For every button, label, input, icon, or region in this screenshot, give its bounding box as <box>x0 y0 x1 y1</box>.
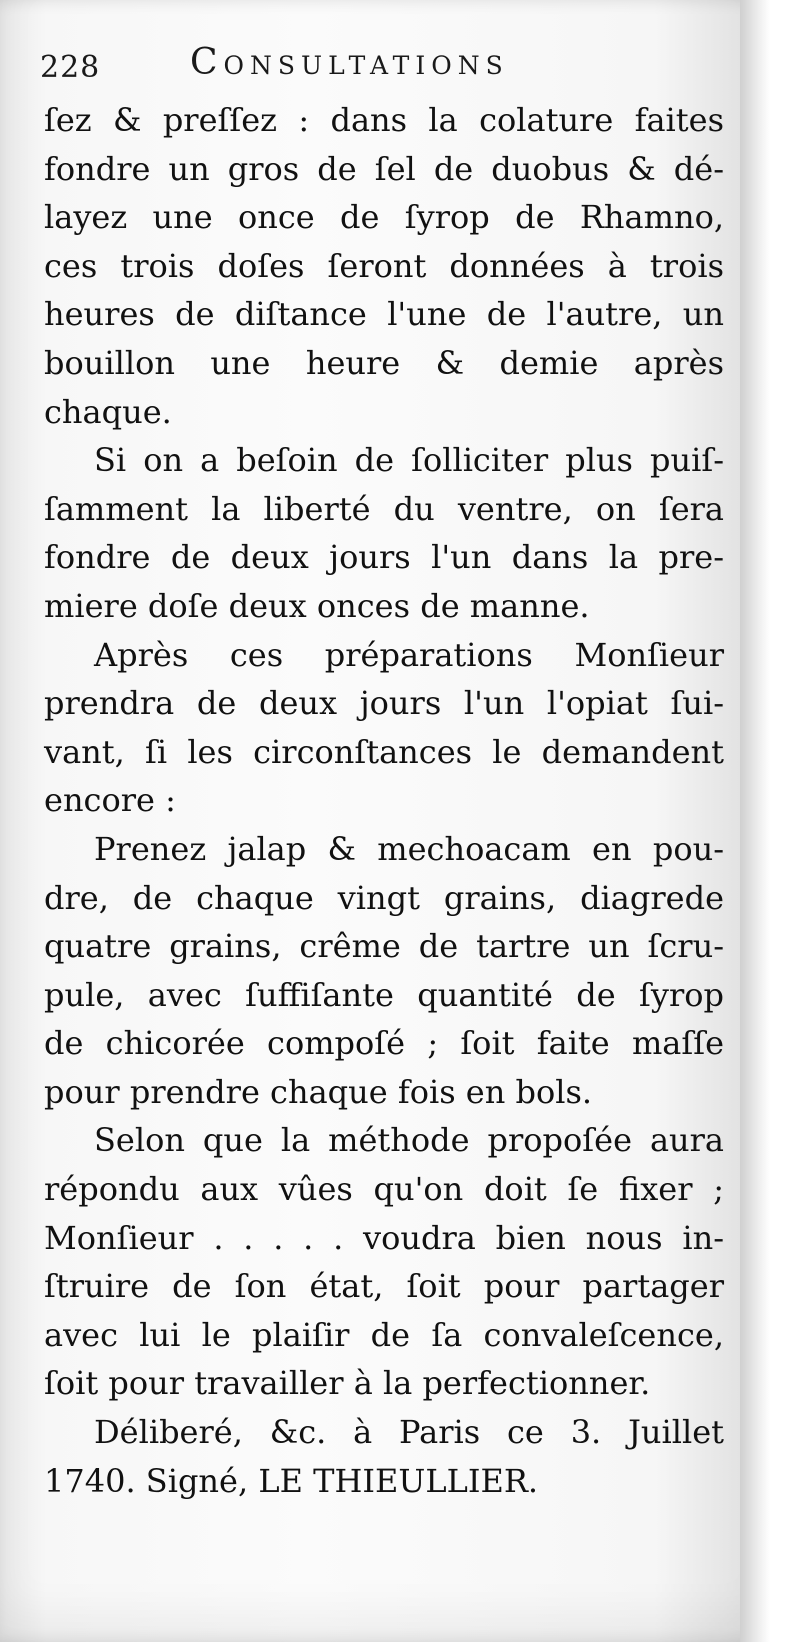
text-line: Prenez jalap & mechoacam en pou- <box>94 829 724 868</box>
text-line: ſtruire de ſon état, ſoit pour partager <box>44 1267 724 1306</box>
text-line: layez une once de ſyrop de Rhamno, <box>44 198 724 237</box>
text-line: fondre de deux jours l'un dans la pre- <box>44 538 724 577</box>
text-line: dre, de chaque vingt grains, diagrede <box>44 878 724 917</box>
text-line: ces trois doſes ſeront données à trois <box>44 246 724 285</box>
text-line: quatre grains, crême de tartre un ſcru- <box>44 927 724 966</box>
text-line: chaque. <box>44 392 172 431</box>
text-line: ſoit pour travailler à la perfectionner. <box>44 1364 651 1403</box>
body-text <box>44 96 724 1505</box>
text-line: avec lui le plaiſir de ſa convaleſcence, <box>44 1315 724 1354</box>
text-line: Monſieur . . . . . voudra bien nous in- <box>44 1218 724 1257</box>
page-gutter-shadow <box>740 0 770 1642</box>
page-number: 228 <box>40 50 101 85</box>
text-line: Après ces préparations Monſieur <box>94 635 724 674</box>
text-line: fondre un gros de ſel de duobus & dé- <box>44 149 724 188</box>
text-line: pule, avec ſuffiſante quantité de ſyrop <box>44 975 724 1014</box>
text-line: répondu aux vûes qu'on doit ſe fixer ; <box>44 1170 724 1209</box>
text-line: encore : <box>44 781 176 820</box>
text-line: Si on a beſoin de ſolliciter plus puiſ- <box>94 441 724 480</box>
running-title: Consultations <box>190 42 509 83</box>
text-line: Selon que la méthode propoſée aura <box>94 1121 724 1160</box>
text-line: pour prendre chaque fois en bols. <box>44 1072 593 1111</box>
text-line: ſamment la liberté du ventre, on ſera <box>44 489 724 528</box>
signature-line: 1740. Signé, LE THIEULLIER. <box>44 1461 539 1500</box>
page-header <box>40 40 600 94</box>
text-line: Déliberé, &c. à Paris ce 3. Juillet <box>94 1413 724 1452</box>
text-line: vant, ſi les circonſtances le demandent <box>44 732 724 771</box>
text-line: miere doſe deux onces de manne. <box>44 586 590 625</box>
text-line: de chicorée compoſé ; ſoit faite maſſe <box>44 1024 724 1063</box>
text-line: bouillon une heure & demie après <box>44 343 724 382</box>
text-line: prendra de deux jours l'un l'opiat ſui- <box>44 684 724 723</box>
text-line: heures de diſtance l'une de l'autre, un <box>44 295 724 334</box>
text-line: ſez & preſſez : dans la colature faites <box>44 101 724 139</box>
